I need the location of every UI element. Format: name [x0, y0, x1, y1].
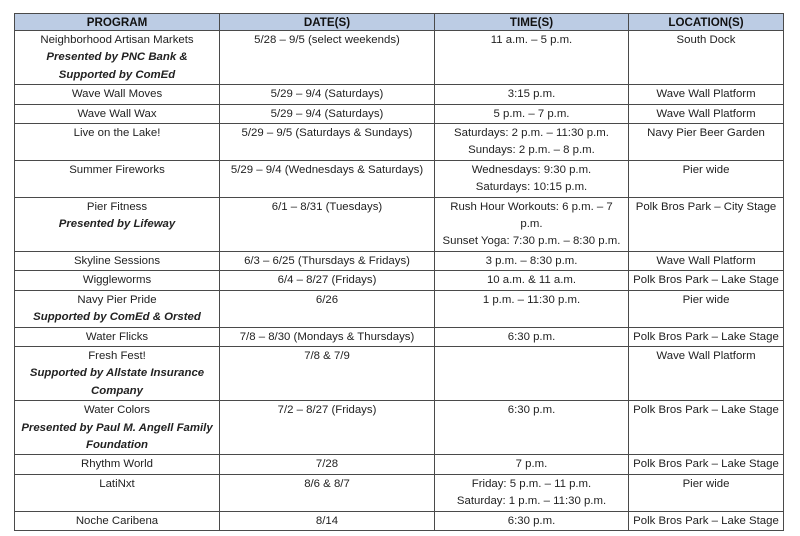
times-text: Sunset Yoga: 7:30 p.m. – 8:30 p.m. — [442, 235, 621, 248]
location-cell — [629, 251, 784, 270]
dates-cell — [220, 455, 435, 474]
schedule-table-container — [14, 13, 783, 531]
program-cell — [15, 401, 220, 455]
program-name: Noche Caribena — [75, 514, 159, 527]
times-cell — [435, 85, 629, 104]
dates-cell — [220, 85, 435, 104]
dates-cell — [220, 474, 435, 511]
dates-text: 7/28 — [315, 458, 339, 471]
times-text: Sundays: 2 p.m. – 8 p.m. — [468, 144, 595, 157]
table-row — [15, 346, 784, 400]
times-text: Saturdays: 2 p.m. – 11:30 p.m. — [454, 127, 609, 140]
program-cell — [15, 251, 220, 270]
times-cell — [435, 31, 629, 85]
times-text: 10 a.m. & 11 a.m. — [486, 274, 577, 287]
program-name: Fresh Fest! — [88, 349, 146, 362]
location-text: Pier wide — [682, 293, 730, 306]
program-cell — [15, 511, 220, 530]
table-row — [15, 197, 784, 251]
times-cell — [435, 327, 629, 346]
times-text: 1 p.m. – 11:30 p.m. — [482, 293, 581, 306]
times-text: Saturday: 1 p.m. – 11:30 p.m. — [456, 495, 607, 508]
table-row — [15, 455, 784, 474]
dates-text: 5/29 – 9/5 (Saturdays & Sundays) — [241, 127, 413, 140]
times-text: 5 p.m. – 7 p.m. — [493, 107, 570, 120]
schedule-table — [14, 13, 784, 531]
program-cell — [15, 327, 220, 346]
program-name: Navy Pier Pride — [77, 293, 157, 306]
location-text: Polk Bros Park – Lake Stage — [633, 514, 779, 527]
dates-text: 8/6 & 8/7 — [304, 477, 350, 490]
location-cell — [629, 511, 784, 530]
dates-cell — [220, 251, 435, 270]
times-text: 11 a.m. – 5 p.m. — [490, 34, 573, 46]
dates-text: 6/26 — [315, 293, 339, 306]
header-dates: DATE(S) — [220, 14, 435, 31]
dates-cell — [220, 327, 435, 346]
times-cell — [435, 455, 629, 474]
times-text: 6:30 p.m. — [507, 404, 556, 417]
table-row — [15, 85, 784, 104]
times-cell — [435, 160, 629, 197]
dates-text: 6/3 – 6/25 (Thursdays & Fridays) — [244, 254, 410, 267]
dates-text: 5/29 – 9/4 (Saturdays) — [270, 107, 384, 120]
dates-cell — [220, 346, 435, 400]
program-name: Summer Fireworks — [69, 163, 165, 176]
location-cell — [629, 327, 784, 346]
program-name: Pier Fitness — [86, 200, 148, 213]
table-row — [15, 251, 784, 270]
table-row — [15, 511, 784, 530]
table-row — [15, 31, 784, 85]
table-row — [15, 474, 784, 511]
header-row — [15, 14, 784, 31]
program-cell — [15, 290, 220, 327]
times-text: 6:30 p.m. — [507, 330, 556, 343]
table-row — [15, 124, 784, 161]
dates-cell — [220, 160, 435, 197]
dates-cell — [220, 104, 435, 123]
program-cell — [15, 104, 220, 123]
table-row — [15, 327, 784, 346]
location-cell — [629, 31, 784, 85]
program-name: Neighborhood Artisan Markets — [40, 34, 194, 46]
dates-text: 8/14 — [315, 514, 339, 527]
dates-text: 6/4 – 8/27 (Fridays) — [277, 274, 377, 287]
times-cell — [435, 511, 629, 530]
header-times: TIME(S) — [435, 14, 629, 31]
times-cell — [435, 197, 629, 251]
program-name: Live on the Lake! — [73, 127, 161, 140]
location-cell — [629, 85, 784, 104]
program-cell — [15, 346, 220, 400]
header-locations: LOCATION(S) — [629, 14, 784, 31]
location-cell — [629, 160, 784, 197]
program-sponsor: Supported by ComEd & Orsted — [33, 311, 201, 324]
location-text: Polk Bros Park – Lake Stage — [633, 330, 779, 343]
header-program: PROGRAM — [15, 14, 220, 31]
table-row — [15, 290, 784, 327]
times-text: Rush Hour Workouts: 6 p.m. – 7 p.m. — [450, 200, 613, 231]
location-cell — [629, 271, 784, 290]
program-sponsor: Presented by Paul M. Angell Family Foundation — [21, 421, 213, 451]
program-sponsor: Presented by PNC Bank & Supported by ComEd — [46, 51, 188, 81]
dates-text: 5/28 – 9/5 (select weekends) — [254, 34, 400, 46]
program-cell — [15, 271, 220, 290]
program-name: LatiNxt — [99, 477, 135, 490]
program-cell — [15, 474, 220, 511]
times-text: Friday: 5 p.m. – 11 p.m. — [471, 477, 592, 490]
location-text: Polk Bros Park – Lake Stage — [633, 458, 779, 471]
location-cell — [629, 401, 784, 455]
location-cell — [629, 124, 784, 161]
times-cell — [435, 104, 629, 123]
program-name: Wave Wall Moves — [71, 88, 163, 101]
program-cell — [15, 85, 220, 104]
location-cell — [629, 290, 784, 327]
program-name: Wiggleworms — [82, 274, 152, 287]
times-cell — [435, 474, 629, 511]
table-row — [15, 401, 784, 455]
times-text: Saturdays: 10:15 p.m. — [475, 181, 588, 194]
program-cell — [15, 160, 220, 197]
times-cell — [435, 290, 629, 327]
location-text: South Dock — [676, 34, 736, 46]
dates-text: 7/8 & 7/9 — [304, 349, 350, 362]
program-name: Skyline Sessions — [73, 254, 161, 267]
dates-cell — [220, 31, 435, 85]
dates-cell — [220, 197, 435, 251]
times-text: 7 p.m. — [515, 458, 548, 471]
dates-text: 5/29 – 9/4 (Wednesdays & Saturdays) — [230, 163, 424, 176]
program-name: Rhythm World — [81, 458, 153, 471]
program-cell — [15, 197, 220, 251]
program-sponsor: Supported by Allstate Insurance Company — [29, 367, 205, 397]
dates-cell — [220, 511, 435, 530]
program-cell — [15, 455, 220, 474]
location-cell — [629, 104, 784, 123]
location-text: Wave Wall Platform — [656, 254, 756, 267]
program-name: Water Colors — [83, 404, 151, 417]
table-body — [15, 31, 784, 531]
times-cell — [435, 251, 629, 270]
times-text: 3:15 p.m. — [507, 88, 556, 101]
times-text: 6:30 p.m. — [507, 514, 556, 527]
times-cell — [435, 401, 629, 455]
location-text: Wave Wall Platform — [656, 107, 756, 120]
times-cell — [435, 346, 629, 400]
location-text: Wave Wall Platform — [656, 88, 756, 101]
dates-cell — [220, 124, 435, 161]
location-text: Navy Pier Beer Garden — [647, 127, 765, 140]
dates-cell — [220, 401, 435, 455]
dates-text: 7/2 – 8/27 (Fridays) — [277, 404, 377, 417]
table-row — [15, 104, 784, 123]
dates-cell — [220, 271, 435, 290]
location-text: Pier wide — [682, 163, 730, 176]
location-cell — [629, 455, 784, 474]
location-text: Pier wide — [682, 477, 730, 490]
times-cell — [435, 271, 629, 290]
location-text: Polk Bros Park – Lake Stage — [633, 404, 779, 417]
times-cell — [435, 124, 629, 161]
location-text: Polk Bros Park – Lake Stage — [633, 274, 779, 287]
times-text: 3 p.m. – 8:30 p.m. — [485, 254, 578, 267]
times-text: Wednesdays: 9:30 p.m. — [471, 163, 592, 176]
program-name: Water Flicks — [85, 330, 149, 343]
location-text: Polk Bros Park – City Stage — [635, 200, 777, 213]
location-cell — [629, 197, 784, 251]
dates-text: 5/29 – 9/4 (Saturdays) — [270, 88, 384, 101]
program-cell — [15, 124, 220, 161]
location-cell — [629, 346, 784, 400]
program-cell — [15, 31, 220, 85]
program-name: Wave Wall Wax — [77, 107, 157, 120]
location-text: Wave Wall Platform — [656, 349, 756, 362]
location-cell — [629, 474, 784, 511]
dates-text: 6/1 – 8/31 (Tuesdays) — [271, 200, 383, 213]
table-row — [15, 271, 784, 290]
dates-text: 7/8 – 8/30 (Mondays & Thursdays) — [239, 330, 415, 343]
table-row — [15, 160, 784, 197]
program-sponsor: Presented by Lifeway — [58, 218, 176, 231]
dates-cell — [220, 290, 435, 327]
